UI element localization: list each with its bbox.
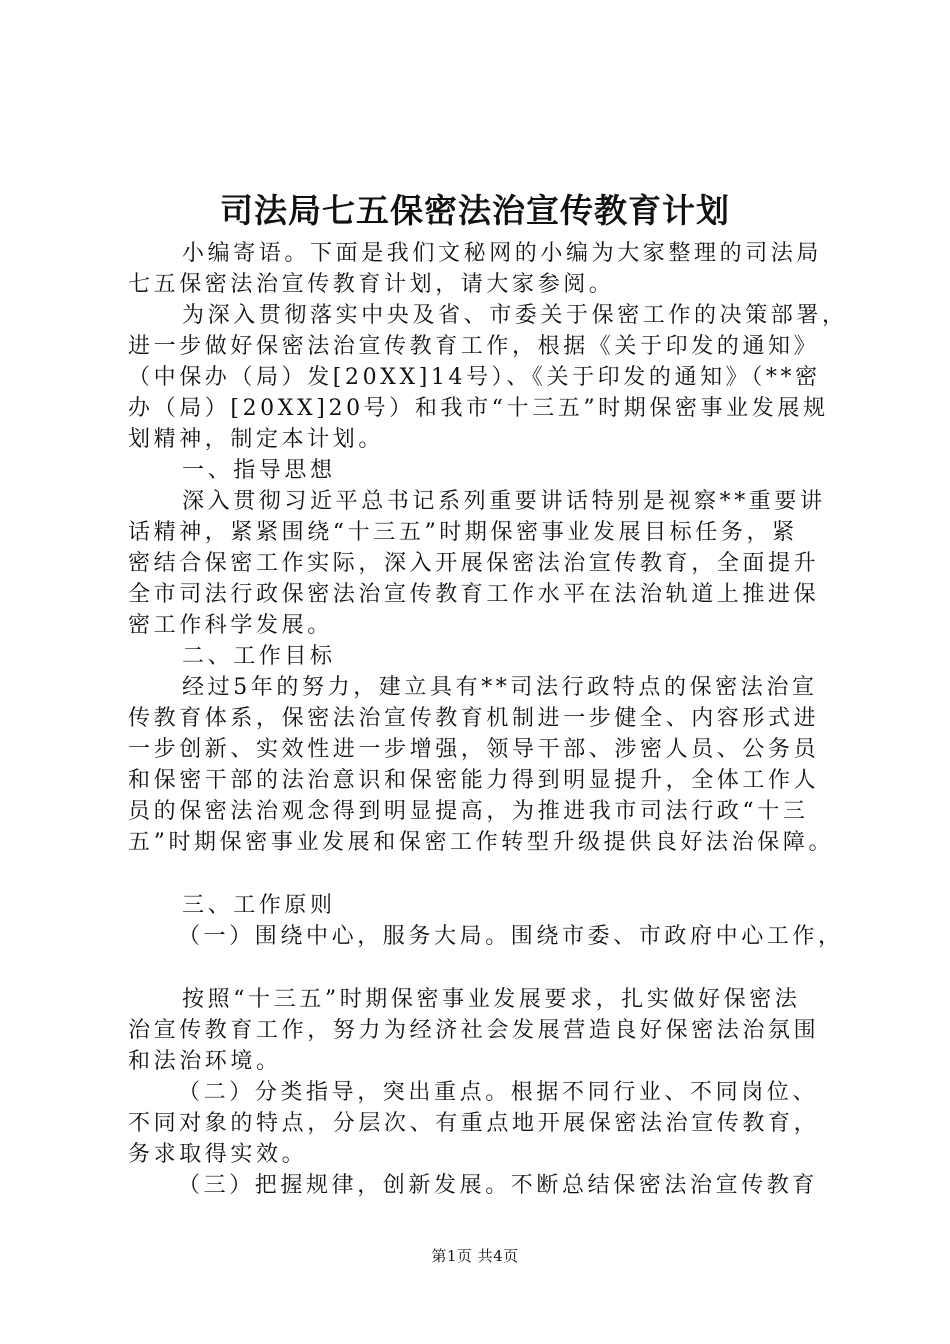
paragraph-line: （二）分类指导，突出重点。根据不同行业、不同岗位、 xyxy=(178,1080,819,1105)
paragraph-line: 小编寄语。下面是我们文秘网的小编为大家整理的司法局 xyxy=(182,241,823,266)
document-body xyxy=(128,238,848,1201)
paragraph-line: 一步创新、实效性进一步增强，领导干部、涉密人员、公务员 xyxy=(128,737,820,762)
document-title: 司法局七五保密法治宣传教育计划 xyxy=(220,191,730,230)
paragraph-line: 治宣传教育工作，努力为经济社会发展营造良好保密法治氛围 xyxy=(128,1018,820,1043)
paragraph-line: 员的保密法治观念得到明显提高，为推进我市司法行政“十三 xyxy=(128,799,809,824)
paragraph-line: 和法治环境。 xyxy=(128,1049,282,1074)
paragraph-line: 话精神，紧紧围绕“十三五”时期保密事业发展目标任务，紧 xyxy=(128,520,798,545)
section-heading: 一、指导思想 xyxy=(182,458,336,483)
paragraph-line: （中保办（局）发[20XX]14号）、《关于印发的通知》（**密 xyxy=(128,365,821,390)
paragraph-line: 密工作科学发展。 xyxy=(128,613,333,638)
paragraph-line: （一）围绕中心，服务大局。围绕市委、市政府中心工作， xyxy=(178,924,844,949)
paragraph-line: 为深入贯彻落实中央及省、市委关于保密工作的决策部署， xyxy=(182,303,848,328)
paragraph-line: 务求取得实效。 xyxy=(128,1142,308,1167)
paragraph-line: （三）把握规律，创新发展。不断总结保密法治宣传教育 xyxy=(178,1173,819,1198)
paragraph-line: 密结合保密工作实际，深入开展保密法治宣传教育，全面提升 xyxy=(128,551,820,576)
paragraph-line: 五”时期保密事业发展和保密工作转型升级提供良好法治保障。 xyxy=(128,830,835,855)
paragraph-line: 进一步做好保密法治宣传教育工作，根据《关于印发的通知》 xyxy=(128,334,820,359)
section-heading: 三、工作原则 xyxy=(182,893,336,918)
paragraph-line: 办（局）[20XX]20号）和我市“十三五”时期保密事业发展规 xyxy=(128,396,829,421)
paragraph-line: 和保密干部的法治意识和保密能力得到明显提升，全体工作人 xyxy=(128,768,820,793)
paragraph-line: 划精神，制定本计划。 xyxy=(128,427,385,452)
section-heading: 二、工作目标 xyxy=(182,644,336,669)
paragraph-line: 按照“十三五”时期保密事业发展要求，扎实做好保密法 xyxy=(182,987,801,1012)
page-number-footer: 第1页 共4页 xyxy=(431,1247,519,1265)
paragraph-line: 经过5年的努力，建立具有**司法行政特点的保密法治宣 xyxy=(182,675,818,700)
paragraph-line: 不同对象的特点，分层次、有重点地开展保密法治宣传教育， xyxy=(128,1111,820,1136)
paragraph-line: 传教育体系，保密法治宣传教育机制进一步健全、内容形式进 xyxy=(128,706,820,731)
blank-line xyxy=(128,858,834,890)
paragraph-line: 深入贯彻习近平总书记系列重要讲话特别是视察**重要讲 xyxy=(182,489,826,514)
blank-line xyxy=(128,952,834,984)
paragraph-line: 全市司法行政保密法治宣传教育工作水平在法治轨道上推进保 xyxy=(128,582,820,607)
paragraph-line: 七五保密法治宣传教育计划，请大家参阅。 xyxy=(128,272,615,297)
